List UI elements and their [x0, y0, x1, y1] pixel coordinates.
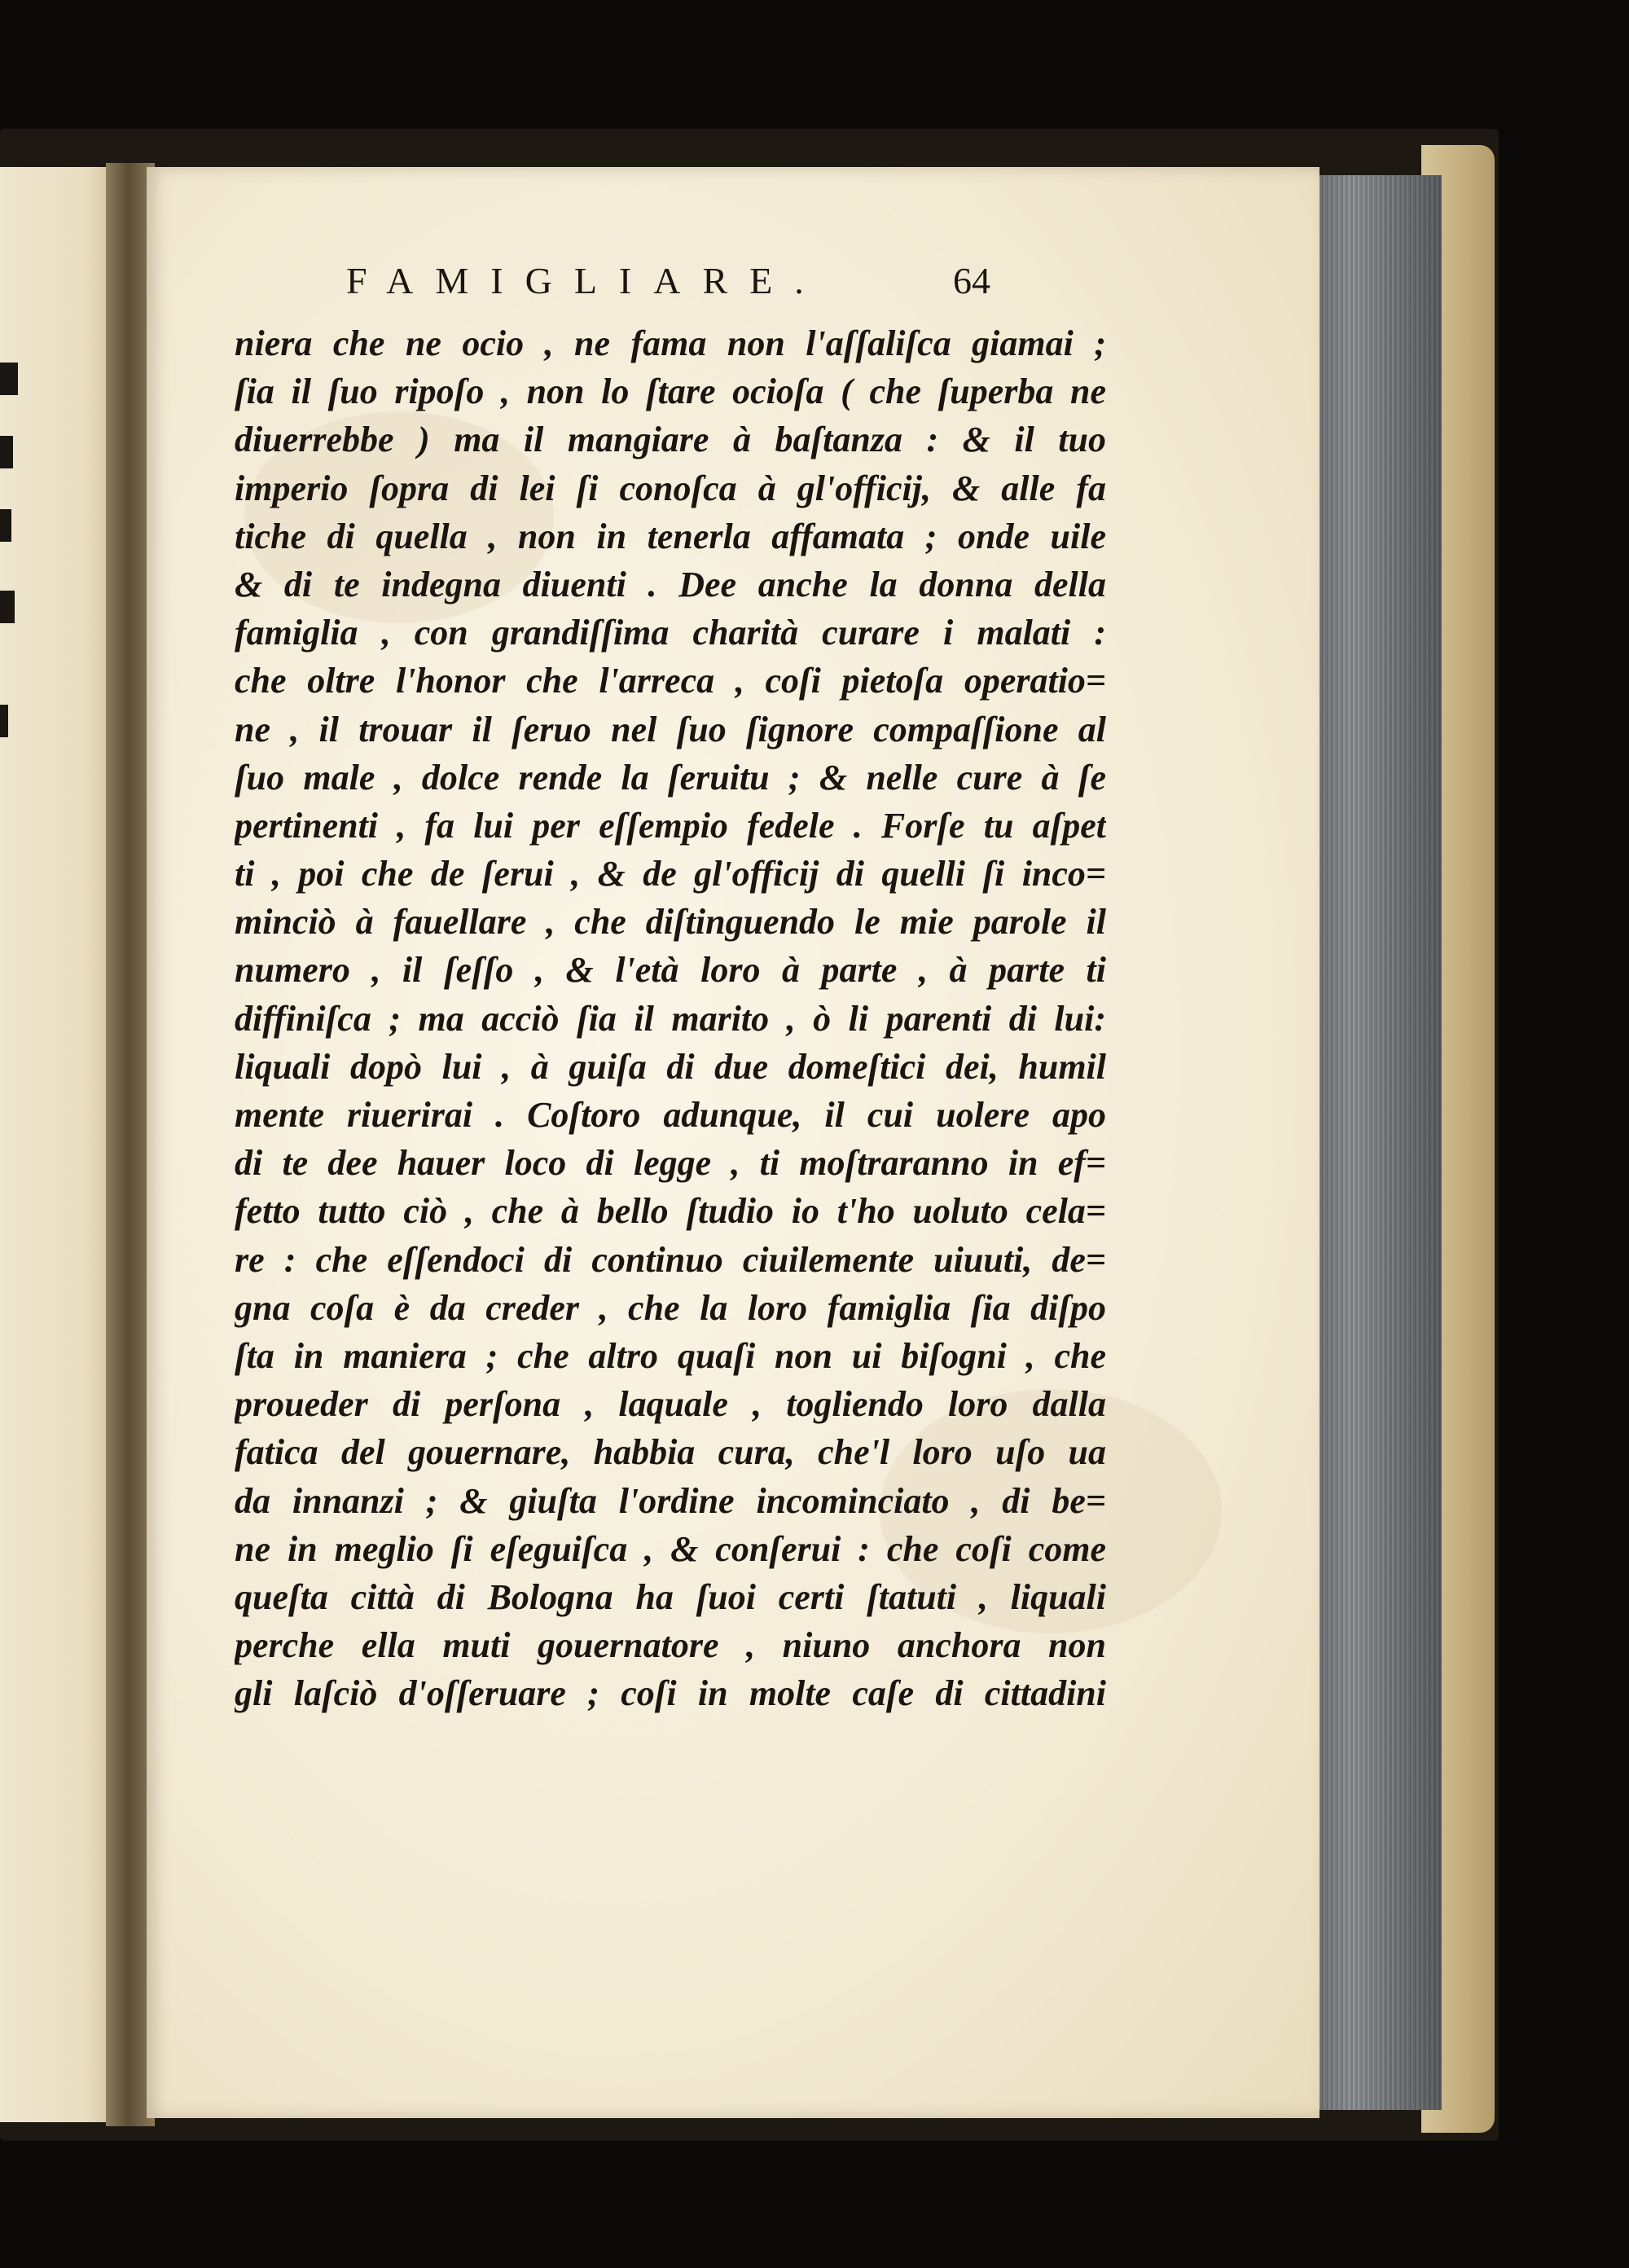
- text-line: & di te indegna diuenti . Dee anche la donna della: [235, 564, 1106, 604]
- text-line: pertinenti , fa lui per eſſempio fedele . Forſe tu aſpet: [235, 805, 1106, 846]
- text-line: ſuo male , dolce rende la ſeruitu ; & nelle cure à ſe: [235, 757, 1106, 798]
- text-line: famiglia , con grandiſſima charità curare i malati :: [235, 613, 1106, 653]
- text-line: perche ella muti gouernatore , niuno anchora non: [235, 1625, 1106, 1666]
- running-title: FAMIGLIARE.: [346, 260, 826, 301]
- text-line: fatica del gouernare, habbia cura, che'l loro uſo ua: [235, 1432, 1106, 1473]
- text-line: gna coſa è da creder , che la loro famiglia ſia diſpo: [235, 1287, 1106, 1328]
- text-line: ti , poi che de ſerui , & de gl'officij di quelli ſi inco=: [235, 854, 1106, 894]
- left-page-fragment: [0, 167, 122, 2122]
- text-line: gli laſciò d'oſſeruare ; coſi in molte caſe di cittadini: [235, 1673, 1106, 1714]
- page-number: 64: [953, 260, 990, 301]
- text-line: numero , il ſeſſo , & l'età loro à parte , à parte ti: [235, 950, 1106, 991]
- text-line: imperio ſopra di lei ſi conoſca à gl'officij, & alle fa: [235, 468, 1106, 508]
- text-line: fetto tutto ciò , che à bello ſtudio io t'ho uoluto cela=: [235, 1191, 1106, 1232]
- text-line: minciò à fauellare , che diſtinguendo le mie parole il: [235, 902, 1106, 943]
- left-page-text-fragment: [0, 363, 18, 395]
- left-page-text-fragment: [0, 509, 11, 542]
- text-line: di te dee hauer loco di legge , ti moſtraranno in ef=: [235, 1143, 1106, 1184]
- left-page-text-fragment: [0, 705, 8, 737]
- text-line: tiche di quella , non in tenerla affamata ; onde uile: [235, 516, 1106, 556]
- text-line: che oltre l'honor che l'arreca , coſi pietoſa operatio=: [235, 661, 1106, 701]
- text-line: liquali dopò lui , à guiſa di due domeſtici dei, humil: [235, 1046, 1106, 1087]
- text-line: re : che eſſendoci di continuo ciuilemente uiuuti, de=: [235, 1239, 1106, 1280]
- text-line: ſia il ſuo ripoſo , non lo ſtare ocioſa ( che ſuperba ne: [235, 371, 1106, 412]
- text-line: diffiniſca ; ma acciò ſia il marito , ò li parenti di lui:: [235, 998, 1106, 1039]
- text-line: da innanzi ; & giuſta l'ordine incominciato , di be=: [235, 1480, 1106, 1521]
- text-line: ſta in maniera ; che altro quaſi non ui biſogni , che: [235, 1335, 1106, 1376]
- text-line: mente riuerirai . Coſtoro adunque, il cui uolere apo: [235, 1095, 1106, 1135]
- text-line: ne in meglio ſi eſeguiſca , & conſerui : che coſi come: [235, 1528, 1106, 1569]
- text-line: queſta città di Bologna ha ſuoi certi ſtatuti , liquali: [235, 1576, 1106, 1617]
- left-page-text-fragment: [0, 591, 15, 623]
- running-head: [244, 259, 1108, 316]
- text-line: niera che ne ocio , ne fama non l'aſſaliſca giamai ;: [235, 323, 1106, 363]
- text-line: diuerrebbe ) ma il mangiare à baſtanza : & il tuo: [235, 420, 1106, 460]
- left-page-text-fragment: [0, 436, 13, 468]
- fore-edge-shadow: [1311, 175, 1442, 2110]
- body-text: [235, 319, 1106, 1717]
- text-line: ne , il trouar il ſeruo nel ſuo ſignore compaſſione al: [235, 709, 1106, 749]
- text-line: proueder di perſona , laquale , togliendo loro dalla: [235, 1384, 1106, 1425]
